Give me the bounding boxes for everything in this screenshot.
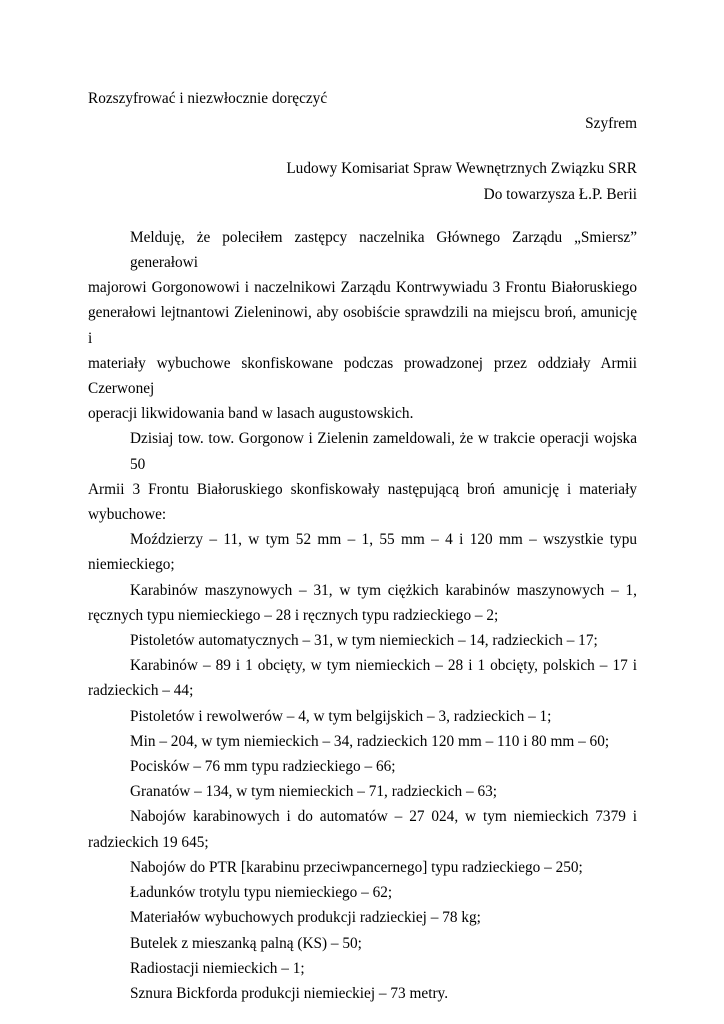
text-line: wybuchowe: <box>88 506 167 524</box>
text-line: materiały wybuchowe skonfiskowane podczas prowadzonej przez oddziały Armii Czerwonej <box>88 354 637 398</box>
list-item: Ładunków trotylu typu niemieckiego – 62; <box>130 884 393 902</box>
document-page <box>88 86 637 1006</box>
list-item <box>88 578 637 628</box>
list-item <box>88 653 637 703</box>
list-item <box>88 527 637 577</box>
list-item: Min – 204, w tym niemieckich – 34, radzieckich 120 mm – 110 i 80 mm – 60; <box>130 732 610 750</box>
report-paragraph-2 <box>88 426 637 527</box>
list-item: Pocisków – 76 mm typu radzieckiego – 66; <box>130 758 396 776</box>
institution-line: Ludowy Komisariat Spraw Wewnętrznych Związku SRR <box>286 160 637 178</box>
list-item: Pistoletów i rewolwerów – 4, w tym belgijskich – 3, radzieckich – 1; <box>130 707 552 725</box>
cipher-note: Szyfrem <box>585 115 637 133</box>
decrypt-instruction: Rozszyfrować i niezwłocznie doręczyć <box>88 90 328 107</box>
list-item-text: radzieckich – 44; <box>88 682 194 700</box>
recipient-line: Do towarzysza Ł.P. Berii <box>483 185 637 203</box>
list-item: Granatów – 134, w tym niemieckich – 71, radzieckich – 63; <box>130 783 498 801</box>
list-item-text: ręcznych typu niemieckiego – 28 i ręcznych typu radzieckiego – 2; <box>88 606 499 624</box>
list-item: Butelek z mieszanką palną (KS) – 50; <box>130 934 362 952</box>
text-line: Melduję, że poleciłem zastępcy naczelnika Głównego Zarządu „Smiersz” generałowi <box>130 228 637 272</box>
text-line: majorowi Gorgonowowi i naczelnikowi Zarządu Kontrwywiadu 3 Frontu Białoruskiego <box>88 279 637 297</box>
list-item: Sznura Bickforda produkcji niemieckiej – 73 metry. <box>130 984 449 1002</box>
text-line: generałowi lejtnantowi Zieleninowi, aby osobiście sprawdzili na miejscu broń, amunicję i <box>88 304 637 347</box>
list-item-text: Karabinów – 89 i 1 obcięty, w tym niemieckich – 28 i 1 obcięty, polskich – 17 i <box>130 657 637 675</box>
list-item-text: Karabinów maszynowych – 31, w tym ciężkich karabinów maszynowych – 1, <box>130 581 637 599</box>
list-item-text: Moździerzy – 11, w tym 52 mm – 1, 55 mm – 4 i 120 mm – wszystkie typu <box>130 531 637 549</box>
list-item: Pistoletów automatycznych – 31, w tym niemieckich – 14, radzieckich – 17; <box>130 632 598 650</box>
text-line: operacji likwidowania band w lasach augustowskich. <box>88 405 414 423</box>
confiscated-items-list <box>88 527 637 1006</box>
list-item-text: niemieckiego; <box>88 556 175 574</box>
list-item: Radiostacji niemieckich – 1; <box>130 959 305 977</box>
list-item-text: Nabojów karabinowych i do automatów – 27 024, w tym niemieckich 7379 i <box>130 808 637 826</box>
text-line: Dzisiaj tow. tow. Gorgonow i Zielenin zameldowali, że w trakcie operacji wojska 50 <box>130 430 637 473</box>
list-item: Materiałów wybuchowych produkcji radzieckiej – 78 kg; <box>130 909 481 927</box>
list-item: Nabojów do PTR [karabinu przeciwpancernego] typu radzieckiego – 250; <box>130 858 583 876</box>
text-line: Armii 3 Frontu Białoruskiego skonfiskowały następującą broń amunicję i materiały <box>88 480 637 498</box>
report-paragraph-1 <box>88 225 637 427</box>
list-item-text: radzieckich 19 645; <box>88 833 209 851</box>
list-item <box>88 804 637 854</box>
